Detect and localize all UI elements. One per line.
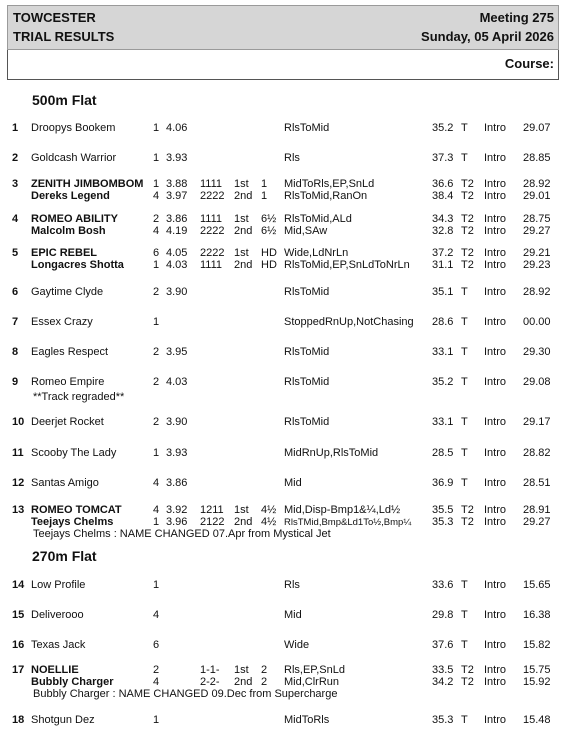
result-remarks: Mid,SAw (284, 225, 328, 237)
dog-name: Scooby The Lady (31, 447, 117, 459)
result-grade-code: T (461, 447, 468, 459)
result-remarks: MidRnUp,RlsToMid (284, 447, 379, 459)
result-trap: 1 (153, 259, 160, 271)
result-pos: 1st (234, 178, 249, 190)
result-grade: Intro (484, 225, 507, 237)
result-split: 3.88 (166, 178, 188, 190)
result-trap: 2 (153, 416, 160, 428)
dog-name: Teejays Chelms (31, 516, 114, 528)
result-weight: 35.5 (432, 504, 454, 516)
course-bar (7, 50, 559, 80)
result-sectionals: 2222 (200, 247, 225, 259)
result-split: 3.97 (166, 190, 188, 202)
race-number: 9 (12, 376, 19, 388)
race-number: 15 (12, 609, 25, 621)
dog-name: Romeo Empire (31, 376, 105, 388)
result-weight: 33.1 (432, 346, 454, 358)
result-pos: 2nd (234, 190, 253, 202)
result-remarks: Rls (284, 152, 300, 164)
result-split: 3.92 (166, 504, 188, 516)
result-grade-code: T (461, 316, 468, 328)
result-split: 3.90 (166, 416, 188, 428)
result-time: 28.75 (523, 213, 551, 225)
result-split: 3.95 (166, 346, 188, 358)
result-grade: Intro (484, 714, 507, 726)
result-grade: Intro (484, 447, 507, 459)
result-grade: Intro (484, 122, 507, 134)
result-remarks: MidToRls,EP,SnLd (284, 178, 375, 190)
result-trap: 1 (153, 579, 160, 591)
result-trap: 1 (153, 122, 160, 134)
dog-name: Texas Jack (31, 639, 86, 651)
race-number: 16 (12, 639, 25, 651)
result-time: 28.82 (523, 447, 551, 459)
result-grade-code: T2 (461, 225, 474, 237)
result-remarks: Wide (284, 639, 310, 651)
result-dist: HD (261, 247, 277, 259)
result-grade: Intro (484, 247, 507, 259)
result-remarks: RlsToMid,EP,SnLdToNrLn (284, 259, 410, 271)
section-title: 270m Flat (32, 548, 97, 564)
result-grade-code: T (461, 609, 468, 621)
dog-name: Eagles Respect (31, 346, 109, 358)
result-grade: Intro (484, 178, 507, 190)
result-sectionals: 1111 (200, 213, 223, 225)
result-time: 15.48 (523, 714, 551, 726)
result-grade: Intro (484, 639, 507, 651)
result-trap: 2 (153, 664, 160, 676)
results-header (7, 5, 559, 50)
dog-name: Dereks Legend (31, 190, 110, 202)
dog-name: Droopys Bookem (31, 122, 116, 134)
dog-name: Longacres Shotta (31, 259, 124, 271)
dog-name: EPIC REBEL (31, 247, 98, 259)
result-remarks: Rls (284, 579, 300, 591)
result-weight: 37.3 (432, 152, 454, 164)
result-time: 29.21 (523, 247, 551, 259)
result-pos: 1st (234, 213, 249, 225)
result-split: 3.96 (166, 516, 188, 528)
result-time: 16.38 (523, 609, 551, 621)
result-sectionals: 2-2- (200, 676, 220, 688)
result-dist: 1 (261, 190, 268, 202)
race-note: **Track regraded** (33, 391, 125, 403)
dog-name: NOELLIE (31, 664, 79, 676)
result-remarks: RlsTMid,Bmp&Ld1To½,Bmp¼ (284, 517, 412, 528)
result-trap: 6 (153, 639, 160, 651)
result-dist: 4½ (261, 516, 277, 528)
dog-name: ROMEO TOMCAT (31, 504, 122, 516)
result-grade-code: T2 (461, 676, 474, 688)
result-grade-code: T2 (461, 190, 474, 202)
result-weight: 37.2 (432, 247, 454, 259)
result-pos: 2nd (234, 676, 253, 688)
result-weight: 33.5 (432, 664, 454, 676)
result-split: 4.05 (166, 247, 188, 259)
race-number: 12 (12, 477, 25, 489)
result-weight: 35.1 (432, 286, 454, 298)
result-pos: 2nd (234, 516, 253, 528)
result-remarks: Rls,EP,SnLd (284, 664, 345, 676)
race-number: 17 (12, 664, 25, 676)
result-time: 29.23 (523, 259, 551, 271)
result-remarks: RlsToMid (284, 122, 330, 134)
result-weight: 29.8 (432, 609, 454, 621)
result-grade-code: T2 (461, 516, 474, 528)
result-grade-code: T2 (461, 247, 474, 259)
result-weight: 28.6 (432, 316, 454, 328)
result-grade: Intro (484, 190, 507, 202)
result-sectionals: 2122 (200, 516, 225, 528)
result-dist: 6½ (261, 213, 277, 225)
result-trap: 1 (153, 316, 160, 328)
result-trap: 2 (153, 346, 160, 358)
result-remarks: Mid,Disp-Bmp1&¼,Ld½ (284, 504, 401, 516)
dog-name: Goldcash Warrior (31, 152, 117, 164)
result-remarks: RlsToMid (284, 416, 330, 428)
result-time: 28.51 (523, 477, 551, 489)
result-time: 28.91 (523, 504, 551, 516)
result-dist: HD (261, 259, 277, 271)
result-weight: 33.6 (432, 579, 454, 591)
result-split: 3.90 (166, 286, 188, 298)
race-number: 11 (12, 447, 24, 459)
result-trap: 1 (153, 714, 160, 726)
race-number: 5 (12, 247, 19, 259)
result-weight: 37.6 (432, 639, 454, 651)
result-trap: 2 (153, 376, 160, 388)
result-grade: Intro (484, 286, 507, 298)
result-time: 29.08 (523, 376, 551, 388)
result-dist: 1 (261, 178, 268, 190)
result-grade-code: T (461, 376, 468, 388)
result-grade-code: T2 (461, 504, 474, 516)
result-time: 00.00 (523, 316, 551, 328)
result-time: 29.27 (523, 516, 551, 528)
result-sectionals: 2222 (200, 190, 225, 202)
result-grade-code: T (461, 346, 468, 358)
result-weight: 31.1 (432, 259, 454, 271)
result-trap: 4 (153, 225, 160, 237)
result-trap: 1 (153, 152, 160, 164)
dog-name: ZENITH JIMBOMBOM (31, 178, 144, 190)
result-weight: 35.3 (432, 714, 454, 726)
result-trap: 4 (153, 504, 160, 516)
dog-name: Gaytime Clyde (31, 286, 104, 298)
dog-name: Deerjet Rocket (31, 416, 104, 428)
result-trap: 1 (153, 516, 160, 528)
result-sectionals: 2222 (200, 225, 225, 237)
result-remarks: MidToRls (284, 714, 330, 726)
result-weight: 38.4 (432, 190, 454, 202)
result-trap: 4 (153, 676, 160, 688)
dog-name: Low Profile (31, 579, 86, 591)
dog-name: Essex Crazy (31, 316, 93, 328)
result-grade: Intro (484, 609, 507, 621)
result-remarks: Mid (284, 609, 302, 621)
result-time: 15.75 (523, 664, 551, 676)
result-grade-code: T (461, 714, 468, 726)
result-grade-code: T (461, 286, 468, 298)
result-grade: Intro (484, 376, 507, 388)
result-remarks: RlsToMid (284, 286, 330, 298)
result-weight: 28.5 (432, 447, 454, 459)
result-trap: 1 (153, 178, 160, 190)
result-grade: Intro (484, 152, 507, 164)
result-grade-code: T (461, 639, 468, 651)
result-time: 29.30 (523, 346, 551, 358)
result-grade: Intro (484, 504, 507, 516)
result-grade: Intro (484, 676, 507, 688)
result-weight: 36.9 (432, 477, 454, 489)
result-grade: Intro (484, 664, 507, 676)
result-time: 15.65 (523, 579, 551, 591)
result-trap: 2 (153, 213, 160, 225)
result-split: 3.86 (166, 213, 188, 225)
result-time: 29.17 (523, 416, 551, 428)
result-split: 4.06 (166, 122, 188, 134)
result-time: 15.82 (523, 639, 551, 651)
result-remarks: RlsToMid (284, 376, 330, 388)
result-grade-code: T2 (461, 259, 474, 271)
result-grade-code: T2 (461, 178, 474, 190)
result-time: 28.85 (523, 152, 551, 164)
dog-name: Shotgun Dez (31, 714, 95, 726)
result-remarks: Wide,LdNrLn (284, 247, 349, 259)
result-time: 15.92 (523, 676, 551, 688)
result-grade: Intro (484, 477, 507, 489)
result-trap: 4 (153, 477, 160, 489)
result-pos: 1st (234, 247, 249, 259)
result-weight: 34.2 (432, 676, 454, 688)
race-number: 10 (12, 416, 25, 428)
report-title: TRIAL RESULTS (13, 29, 115, 44)
result-grade: Intro (484, 316, 507, 328)
race-note: Bubbly Charger : NAME CHANGED 09.Dec from Supercharge (33, 688, 338, 700)
race-number: 13 (12, 504, 25, 516)
result-trap: 6 (153, 247, 160, 259)
result-remarks: RlsToMid,ALd (284, 213, 352, 225)
result-dist: 2 (261, 676, 268, 688)
result-pos: 1st (234, 664, 249, 676)
result-weight: 36.6 (432, 178, 454, 190)
result-grade: Intro (484, 416, 507, 428)
result-weight: 35.2 (432, 376, 454, 388)
result-grade: Intro (484, 579, 507, 591)
race-number: 3 (12, 178, 19, 190)
result-grade: Intro (484, 259, 507, 271)
result-grade-code: T (461, 477, 468, 489)
result-weight: 34.3 (432, 213, 454, 225)
result-grade-code: T (461, 152, 468, 164)
result-pos: 1st (234, 504, 249, 516)
result-time: 29.07 (523, 122, 551, 134)
dog-name: Santas Amigo (31, 477, 99, 489)
result-grade-code: T2 (461, 213, 474, 225)
result-trap: 2 (153, 286, 160, 298)
result-dist: 6½ (261, 225, 277, 237)
race-number: 6 (12, 286, 19, 298)
meeting-date: Sunday, 05 April 2026 (421, 29, 554, 44)
result-remarks: RlsToMid,RanOn (284, 190, 368, 202)
result-time: 28.92 (523, 286, 551, 298)
result-remarks: Mid (284, 477, 302, 489)
result-dist: 2 (261, 664, 268, 676)
result-grade: Intro (484, 516, 507, 528)
result-grade-code: T2 (461, 664, 474, 676)
result-grade-code: T (461, 579, 468, 591)
race-number: 14 (12, 579, 25, 591)
result-trap: 4 (153, 190, 160, 202)
result-remarks: StoppedRnUp,NotChasing (284, 316, 414, 328)
result-remarks: RlsToMid (284, 346, 330, 358)
result-trap: 4 (153, 609, 160, 621)
race-number: 18 (12, 714, 25, 726)
dog-name: Deliverooo (31, 609, 84, 621)
result-grade-code: T (461, 122, 468, 134)
result-weight: 35.3 (432, 516, 454, 528)
result-split: 4.19 (166, 225, 188, 237)
result-grade: Intro (484, 213, 507, 225)
result-weight: 35.2 (432, 122, 454, 134)
dog-name: Bubbly Charger (31, 676, 114, 688)
result-time: 28.92 (523, 178, 551, 190)
result-time: 29.01 (523, 190, 551, 202)
result-sectionals: 1111 (200, 259, 223, 271)
race-note: Teejays Chelms : NAME CHANGED 07.Apr from Mystical Jet (33, 528, 331, 540)
race-number: 1 (12, 122, 19, 134)
result-sectionals: 1-1- (200, 664, 220, 676)
result-split: 4.03 (166, 376, 188, 388)
result-pos: 2nd (234, 225, 253, 237)
race-number: 7 (12, 316, 19, 328)
dog-name: Malcolm Bosh (31, 225, 106, 237)
result-dist: 4½ (261, 504, 277, 516)
result-grade: Intro (484, 346, 507, 358)
result-remarks: Mid,ClrRun (284, 676, 340, 688)
result-sectionals: 1111 (200, 178, 223, 190)
result-sectionals: 1211 (200, 504, 224, 516)
result-grade-code: T (461, 416, 468, 428)
result-split: 3.93 (166, 447, 188, 459)
dog-name: ROMEO ABILITY (31, 213, 118, 225)
section-title: 500m Flat (32, 92, 97, 108)
result-split: 3.93 (166, 152, 188, 164)
race-number: 4 (12, 213, 19, 225)
result-trap: 1 (153, 447, 160, 459)
race-number: 8 (12, 346, 19, 358)
result-pos: 2nd (234, 259, 253, 271)
result-weight: 33.1 (432, 416, 454, 428)
result-weight: 32.8 (432, 225, 454, 237)
meeting-number: Meeting 275 (479, 10, 554, 25)
course-label: Course: (504, 56, 554, 71)
result-time: 29.27 (523, 225, 551, 237)
result-split: 4.03 (166, 259, 188, 271)
venue-name: TOWCESTER (13, 10, 96, 25)
result-split: 3.86 (166, 477, 188, 489)
race-number: 2 (12, 152, 19, 164)
